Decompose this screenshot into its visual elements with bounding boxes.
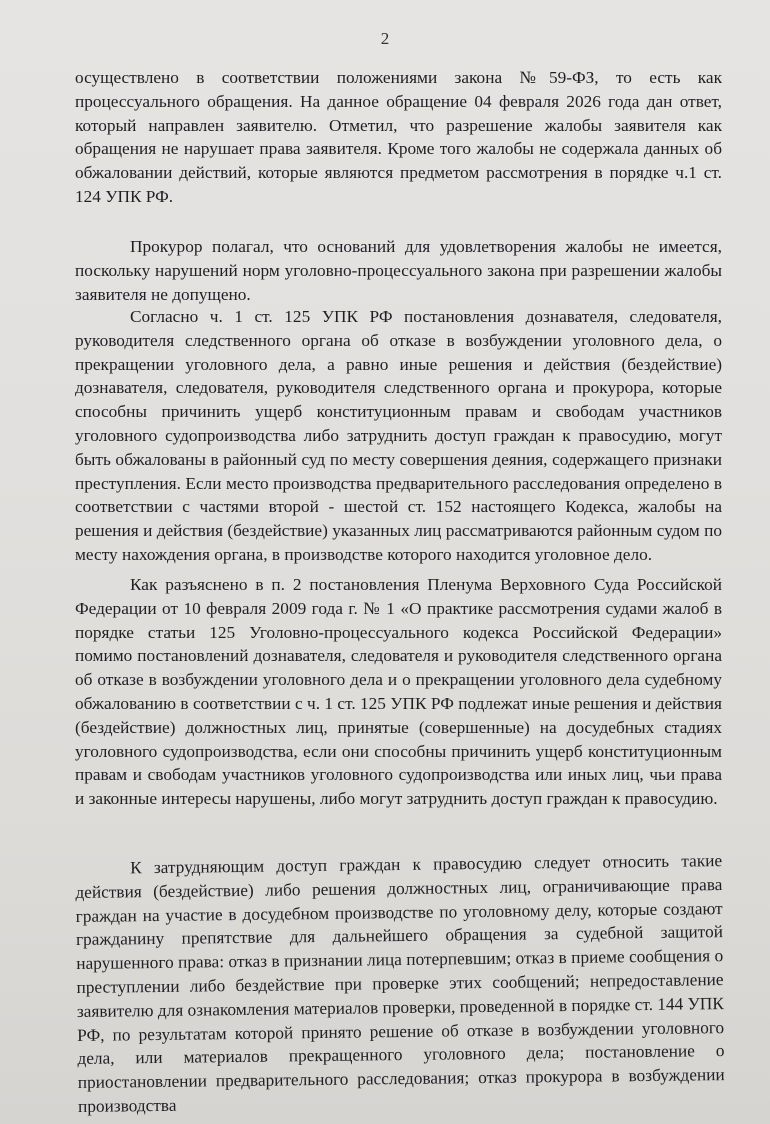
paragraph-prosecutor-opinion: Прокурор полагал, что оснований для удовлетворения жалобы не имеется, поскольку нарушений норм уголовно-процессуального закона при разрешении жалобы заявителя не допущено. — [75, 237, 722, 304]
paragraph-access-to-justice: К затрудняющим доступ граждан к правосудию следует относить такие действия (бездействие) либо решения должностных лиц, ограничивающие права граждан на участие в досудебном производстве по уголовному делу, которые создают гражданину препятствие для дальнейшего обращения за судебной защитой нарушенного права: отказ в признании лица потерпевшим; отказ в приеме сообщения о преступлении либо бездействие при проверке этих сообщений; непредоставление заявителю для ознакомления материалов проверки, проведенной в порядке ст. 144 УПК РФ, по результатам которой принято решение об отказе в возбуждении уголовного дела, или материалов прекращенного уголовного дела; постановление о приостановлении предварительного расследования; отказ прокурора в возбуждении производства — [75, 851, 725, 1116]
paragraph-continuation: осуществлено в соответствии положениями закона №59-ФЗ, то есть как процессуального обращения. На данное обращение 04 февраля 2026 года дан ответ, который направлен заявителю. Отметил, что разрешение жалобы заявителя как обращения не нарушает права заявителя. Кроме того жалобы не содержала данных об обжаловании действий, которые являются предметом рассмотрения в порядке ч.1 ст. 124 УПК РФ. — [75, 68, 722, 206]
page-number: 2 — [380, 29, 390, 48]
paragraph-article-125: Согласно ч. 1 ст. 125 УПК РФ постановления дознавателя, следователя, руководителя следственного органа об отказе в возбуждении уголовного дела, о прекращении уголовного дела, а равно иные решения и действия (бездействие) дознавателя, следователя, руководителя следственного органа и прокурора, которые способны причинить ущерб конституционным правам и свободам участников уголовного судопроизводства либо затруднить доступ граждан к правосудию, могут быть обжалованы в районный суд по месту совершения деяния, содержащего признаки преступления. Если место производства предварительного расследования определено в соответствии с частями второй - шестой ст. 152 настоящего Кодекса, жалобы на решения и действия (бездействие) указанных лиц рассматриваются районным судом по месту нахождения органа, в производстве которого находится уголовное дело. — [75, 307, 722, 564]
paragraph-plenum-clarification: Как разъяснено в п. 2 постановления Пленума Верховного Суда Российской Федерации от 10 февраля 2009 года г. № 1 «О практике рассмотрения судами жалоб в порядке статьи 125 Уголовно-процессуального кодекса Российской Федерации» помимо постановлений дознавателя, следователя и руководителя следственного органа об отказе в возбуждении уголовного дела и о прекращении уголовного дела судебному обжалованию в соответствии с ч. 1 ст. 125 УПК РФ подлежат иные решения и действия (бездействие) должностных лиц, принятые (совершенные) на досудебных стадиях уголовного судопроизводства, если они способны причинить ущерб конституционным правам и свободам участников уголовного судопроизводства или иных лиц, чьи права и законные интересы нарушены, либо могут затруднить доступ граждан к правосудию. — [75, 575, 722, 809]
